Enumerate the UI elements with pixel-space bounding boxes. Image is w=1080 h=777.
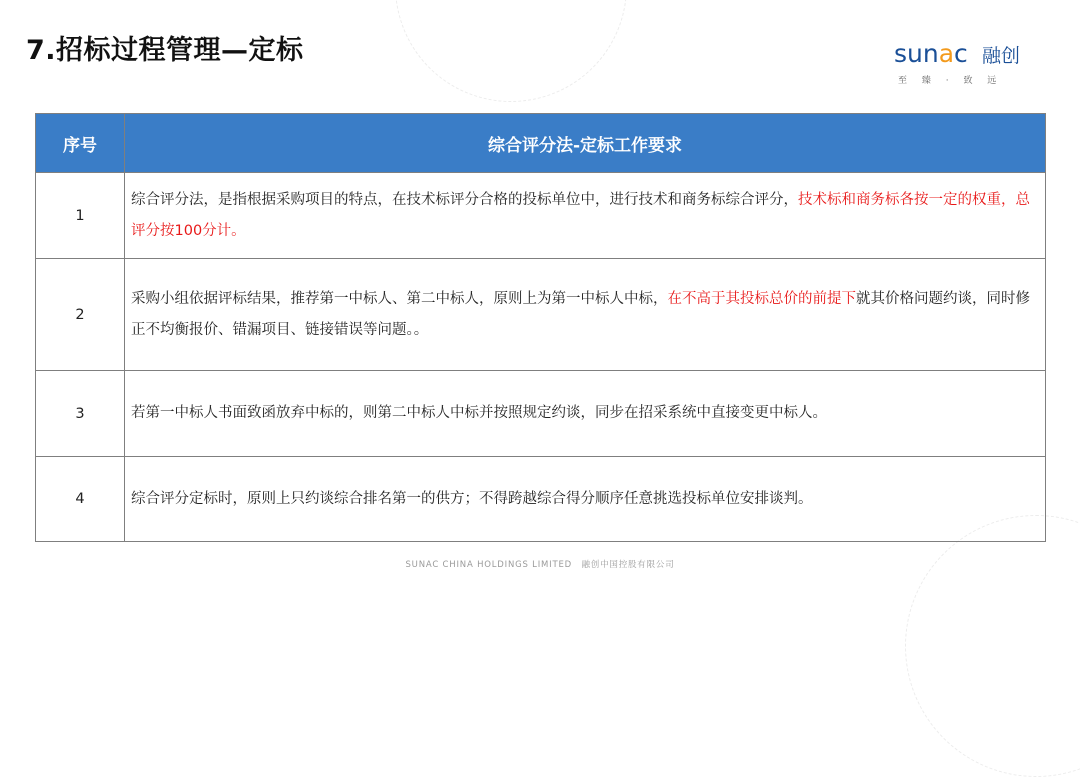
table-row (36, 457, 1046, 542)
sunac-logo (894, 40, 1024, 90)
footer-company-en: SUNAC CHINA HOLDINGS LIMITED (405, 560, 572, 570)
decorative-circle-bottom-right (905, 515, 1080, 777)
row-text: 综合评分法，是指根据采购项目的特点，在技术标评分合格的投标单位中，进行技术和商务标综合评分， (131, 191, 798, 208)
row-text: 若第一中标人书面致函放弃中标的，则第二中标人中标并按照规定约谈，同步在招采系统中直接变更中标人。 (131, 405, 827, 421)
row-text: 采购小组依据评标结果，推荐第一中标人、第二中标人，原则上为第一中标人中标， (131, 290, 668, 307)
logo-wordmark-prefix: sun (894, 39, 939, 68)
row-tail: 就其价格问题约谈，同时修正不均衡报价、错漏项目、链接错误等问题。。 (131, 290, 1030, 338)
row-index: 3 (36, 371, 125, 457)
logo-wordmark-suffix: c (954, 39, 968, 68)
row-index: 2 (36, 259, 125, 371)
header-requirements: 综合评分法-定标工作要求 (125, 114, 1046, 173)
row-content (125, 457, 1046, 542)
logo-wordmark-accent: a (938, 39, 955, 68)
row-content (125, 371, 1046, 457)
row-content (125, 259, 1046, 371)
row-content (125, 173, 1046, 259)
row-index: 4 (36, 457, 125, 542)
requirements-table (35, 113, 1046, 542)
decorative-circle-top (395, 0, 627, 102)
row-index: 1 (36, 173, 125, 259)
logo-wordmark (894, 40, 968, 68)
header-index: 序号 (36, 114, 125, 173)
table-row (36, 259, 1046, 371)
table-row (36, 371, 1046, 457)
row-highlight: 技术标和商务标各按一定的权重，总评分按100分计。 (131, 191, 1030, 239)
row-highlight: 在不高于其投标总价的前提下 (667, 290, 856, 307)
table-header-row (36, 114, 1046, 173)
page-title: 7.招标过程管理—定标 (26, 35, 304, 66)
logo-chinese-name: 融创 (982, 45, 1021, 67)
table-row (36, 173, 1046, 259)
footer (0, 558, 1080, 570)
row-text: 综合评分定标时，原则上只约谈综合排名第一的供方；不得跨越综合得分顺序任意挑选投标单位安排谈判。 (131, 490, 813, 507)
footer-company-cn: 融创中国控股有限公司 (581, 560, 675, 570)
logo-slogan: 至 臻 · 致 远 (898, 76, 1003, 86)
